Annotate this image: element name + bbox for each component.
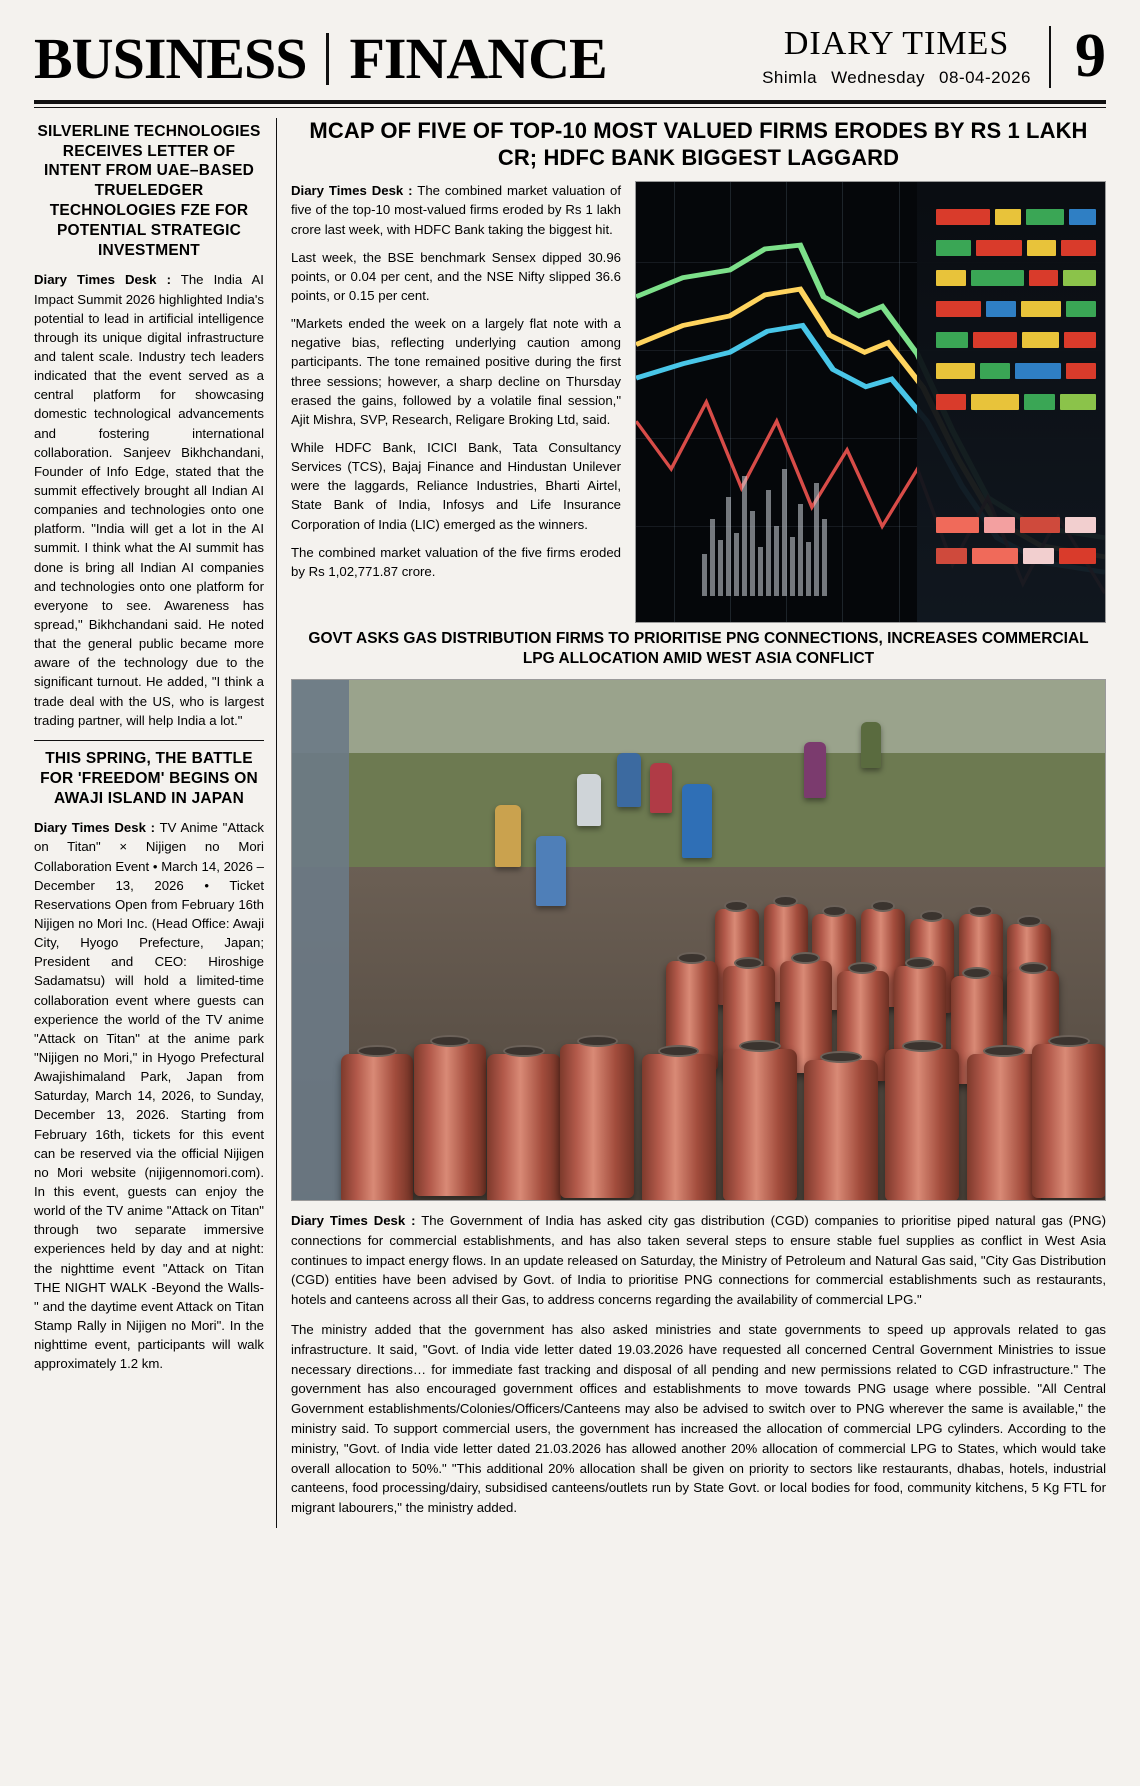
main-article-2-body <box>291 1211 1106 1518</box>
left-article-2-byline: Diary Times Desk : <box>34 820 156 836</box>
main-article-2-headline: GOVT ASKS GAS DISTRIBUTION FIRMS TO PRIORITISE PNG CONNECTIONS, INCREASES COMMERCIAL LPG ALLOCATION AMID WEST ASIA CONFLICT <box>308 630 1089 668</box>
person-figure <box>804 742 826 798</box>
section-title-business: BUSINESS <box>34 25 307 91</box>
main-article-2-para-1: The Government of India has asked city gas distribution (CGD) companies to prioritise piped natural gas (PNG) connections for commercial establishments, and has also taken several steps to ensure stable fuel supplies as conflict in West Asia continues to impact energy flows. In an update released on Saturday, the Ministry of Petroleum and Natural Gas said, "City Gas Distribution (CGD) entities have been advised by Govt. of India to prioritise PNG connections for commercial establishments such as restaurants, hotels and canteens across all their Gas, to address concerns regarding the availability of commercial LPG." <box>291 1213 1106 1308</box>
main-article-1-para-3: "Markets ended the week on a largely flat note with a negative bias, reflecting underlying caution among participants. The tone remained positive during the first three sessions; however, a sharp decline on Thursday erased the gains, followed by a volatile final session," Ajit Mishra, SVP, Research, Religare Broking Ltd, said. <box>291 316 621 427</box>
main-article-1-body <box>291 181 621 590</box>
main-article-1-byline: Diary Times Desk : <box>291 183 413 199</box>
left-article-2-headline: THIS SPRING, THE BATTLE FOR 'FREEDOM' BEGINS ON AWAJI ISLAND IN JAPAN <box>40 749 258 807</box>
left-column-separator <box>34 740 264 741</box>
main-article-1-para-2: Last week, the BSE benchmark Sensex dipped 30.96 points, or 0.04 per cent, and the NSE Nifty slipped 36.6 points, or 0.15 per cent. <box>291 249 621 304</box>
left-article-1-body <box>34 270 264 729</box>
content-grid <box>34 118 1106 1528</box>
person-figure <box>682 784 712 858</box>
masthead-rule-thick <box>34 100 1106 104</box>
person-figure <box>577 774 601 826</box>
person-figure <box>861 722 881 768</box>
masthead-divider <box>326 33 329 85</box>
masthead-brand-area <box>762 21 1106 90</box>
dateline-day: Wednesday <box>831 67 926 87</box>
left-article-1-byline: Diary Times Desk : <box>34 272 171 288</box>
stock-chart-photo <box>636 182 1105 622</box>
main-article-1 <box>291 181 1106 623</box>
main-column <box>277 118 1106 1528</box>
masthead <box>34 21 1106 94</box>
section-title <box>34 25 607 91</box>
lpg-cylinders-photo <box>292 680 1105 1200</box>
left-article-2-para-1: TV Anime "Attack on Titan" × Nijigen no Mori Collaboration Event • March 14, 2026 – December 13, 2026 • Ticket Reservations Open from February 16th Nijigen no Mori Inc. (Head Office: Awaji City, Hyogo Prefecture, Japan; President and CEO: Hiroshige Sadamatsu) will hold a limited-time collaboration event where guests can experience the world of the TV anime "Attack on Titan" at the anime park "Nijigen no Mori," in Hyogo Prefectural Awajishimaland Park, Japan from Saturday, March 14, 2026, to Sunday, December 13, 2026. Starting from February 16th, tickets for this event can be reserved via the official Nijigen no Mori website (nijigennomori.com). In this event, guests can enjoy the world of the TV anime "Attack on Titan" through two separate immersive experiences held by day and at night: the nighttime event "Attack on Titan THE NIGHT WALK -Beyond the Walls-" and the daytime event Attack on Titan Stamp Rally in Nijigen no Mori". In the nighttime event, participants will walk approximately 1.2 km. <box>34 820 264 1372</box>
brand-name: DIARY TIMES <box>783 25 1010 62</box>
person-figure <box>536 836 566 906</box>
main-article-2-byline: Diary Times Desk : <box>291 1213 416 1228</box>
main-article-1-para-5: The combined market valuation of the five firms eroded by Rs 1,02,771.87 crore. <box>291 544 621 579</box>
left-article-1-headline: SILVERLINE TECHNOLOGIES RECEIVES LETTER OF INTENT FROM UAE–BASED TRUELEDGER TECHNOLOGIES FZE FOR POTENTIAL STRATEGIC INVESTMENT <box>37 122 261 259</box>
brand-block <box>762 26 1051 88</box>
dateline-city: Shimla <box>762 67 818 87</box>
main-article-1-headline: MCAP OF FIVE OF TOP-10 MOST VALUED FIRMS ERODES BY RS 1 LAKH CR; HDFC BANK BIGGEST LAGGARD <box>309 117 1088 170</box>
main-article-2-para-2: The ministry added that the government has also asked ministries and state governments to speed up approvals related to gas infrastructure. It said, "Govt. of India vide letter dated 19.03.2026 have requested all concerned Central Government Ministries to issue necessary directions… for immediate fast tracking and disposal of all pending and new permissions related to CGD infrastructure." The government has also encouraged government offices and establishments to move towards PNG usage where possible. "All Central Government establishments/Colonies/Officers/Canteens may also be advised to switch over to PNG wherever the same is available," the ministry said. To support commercial users, the government has increased the allocation of commercial LPG cylinders. According to the ministry, "Govt. of India vide letter dated 21.03.2026 has allowed another 20% allocation of commercial LPG to States, which would take overall allocation to 50%." "This additional 20% allocation shall be given on priority to sectors like restaurants, dhabas, hotels, industrial canteens, food processing/dairy, subsidised canteens/outlets run by State Govt. or local bodies for food, community kitchens, 5 Kg FTL for migrant labourers," the ministry added. <box>291 1321 1106 1516</box>
person-figure <box>495 805 521 867</box>
left-column <box>34 118 277 1528</box>
person-figure <box>650 763 672 813</box>
left-article-2-body <box>34 818 264 1373</box>
brand-dateline <box>762 68 1031 88</box>
main-article-1-para-1: The combined market valuation of five of the top-10 most-valued firms eroded by Rs 1 lakh crore last week, with HDFC Bank taking the biggest hit. <box>291 183 621 237</box>
masthead-rule-thin <box>34 107 1106 108</box>
left-article-1-para-1: The India AI Impact Summit 2026 highlighted India's potential to lead in artificial intelligence through its unique digital infrastructure and talent scale. Industry tech leaders indicated that the event served as a central platform for showcasing domestic technological advancements and fostering international collaboration. Sanjeev Bikhchandani, Founder of Info Edge, stated that the summit effectively brought all Indian AI companies and technologies onto one platform. "India will get a lot in the AI summit. I think what the AI summit has done is bring all Indian AI companies and technologies onto one platform for everyone to see. Awareness has spread," Bikhchandani said. He noted that the general public became more aware of the technology due to the significant turnout. He added, "I think a trade deal with the US, who is largest trading partner, will help India a lot." <box>34 272 264 728</box>
main-article-1-para-4: While HDFC Bank, ICICI Bank, Tata Consultancy Services (TCS), Bajaj Finance and Hindustan Unilever were the laggards, Reliance Industries, Bharti Airtel, State Bank of India, Infosys and Life Insurance Corporation of India (LIC) emerged as the winners. <box>291 440 621 532</box>
page-number: 9 <box>1075 21 1106 90</box>
section-title-finance: FINANCE <box>349 25 607 91</box>
main-article-1-image <box>635 181 1106 623</box>
main-article-2-image <box>291 679 1106 1201</box>
person-figure <box>617 753 641 807</box>
dateline-date: 08-04-2026 <box>939 67 1031 87</box>
